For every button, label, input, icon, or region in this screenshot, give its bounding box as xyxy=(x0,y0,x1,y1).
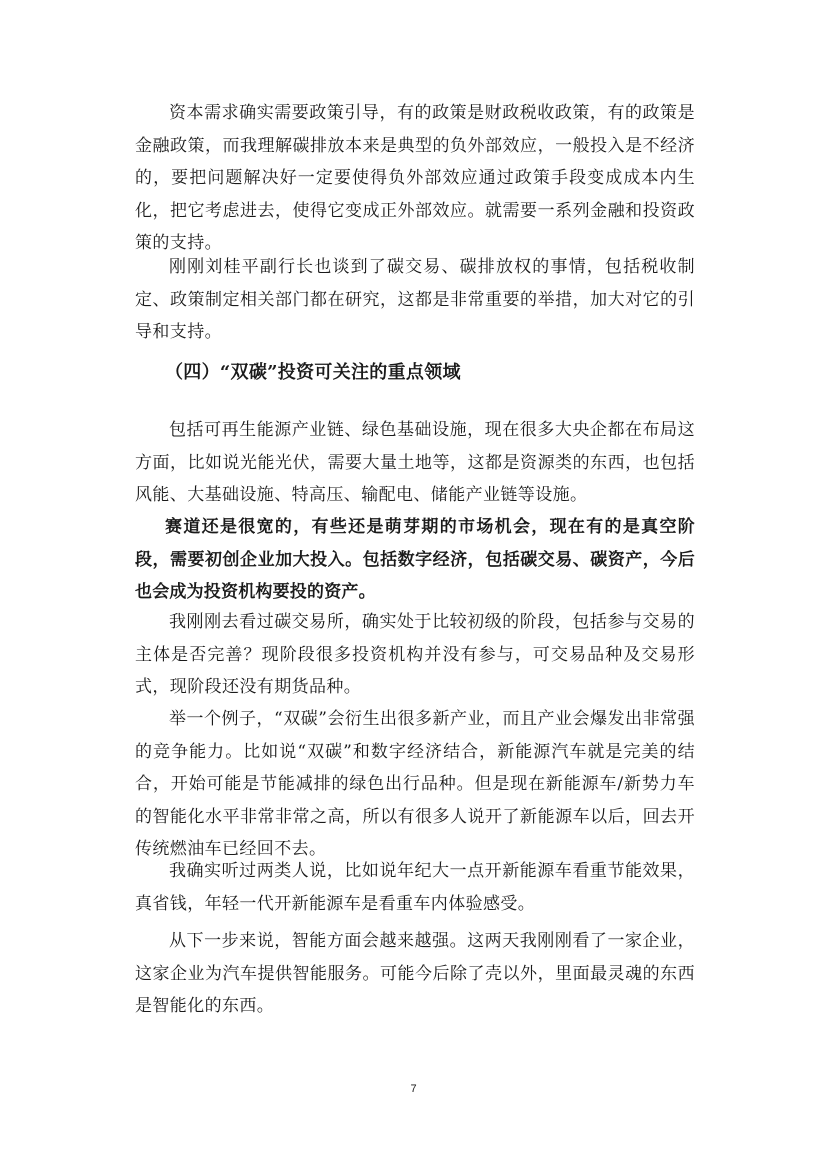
page-number: 7 xyxy=(410,1083,417,1095)
paragraph-policy-guidance: 资本需求确实需要政策引导，有的政策是财政税收政策，有的政策是金融政策，而我理解碳排放本来是典型的负外部效应，一般投入是不经济的，要把问题解决好一定要使得负外部效应通过政策手段变成成本内生化，把它考虑进去，使得它变成正外部效应。就需要一系列金融和投资政策的支持。 xyxy=(135,103,695,254)
paragraph-carbon-exchange: 我刚刚去看过碳交易所，确实处于比较初级的阶段，包括参与交易的主体是否完善？现阶段很多投资机构并没有参与，可交易品种及交易形式，现阶段还没有期货品种。 xyxy=(135,612,695,698)
paragraph-carbon-trading-remarks: 刚刚刘桂平副行长也谈到了碳交易、碳排放权的事情，包括税收制定、政策制定相关部门都在研究，这都是非常重要的举措，加大对它的引导和支持。 xyxy=(135,257,695,343)
paragraph-renewable-energy: 包括可再生能源产业链、绿色基础设施，现在很多大央企都在布局这方面，比如说光能光伏，需要大量土地等，这都是资源类的东西，也包括风能、大基础设施、特高压、输配电、储能产业链等设施。 xyxy=(135,420,695,506)
paragraph-bold-opportunities: 赛道还是很宽的，有些还是萌芽期的市场机会，现在有的是真空阶段，需要初创企业加大投入。包括数字经济，包括碳交易、碳资产，今后也会成为投资机构要投的资产。 xyxy=(135,517,695,603)
paragraph-new-energy-vehicles: 举一个例子，“双碳”会衍生出很多新产业，而且产业会爆发出非常强的竞争能力。比如说“双碳”和数字经济结合，新能源汽车就是完美的结合，开始可能是节能减排的绿色出行品种。但是现在新能源车/新势力车的智能化水平非常非常之高，所以有很多人说开了新能源车以后，回去开传统燃油车已经回不去。 xyxy=(135,709,695,860)
section-heading: （四）“双碳”投资可关注的重点领域 xyxy=(165,362,461,383)
paragraph-two-groups: 我确实听过两类人说，比如说年纪大一点开新能源车看重节能效果，真省钱，年轻一代开新能源车是看重车内体验感受。 xyxy=(135,861,695,914)
paragraph-intelligence: 从下一步来说，智能方面会越来越强。这两天我刚刚看了一家企业，这家企业为汽车提供智能服务。可能今后除了壳以外，里面最灵魂的东西是智能化的东西。 xyxy=(135,931,695,1017)
